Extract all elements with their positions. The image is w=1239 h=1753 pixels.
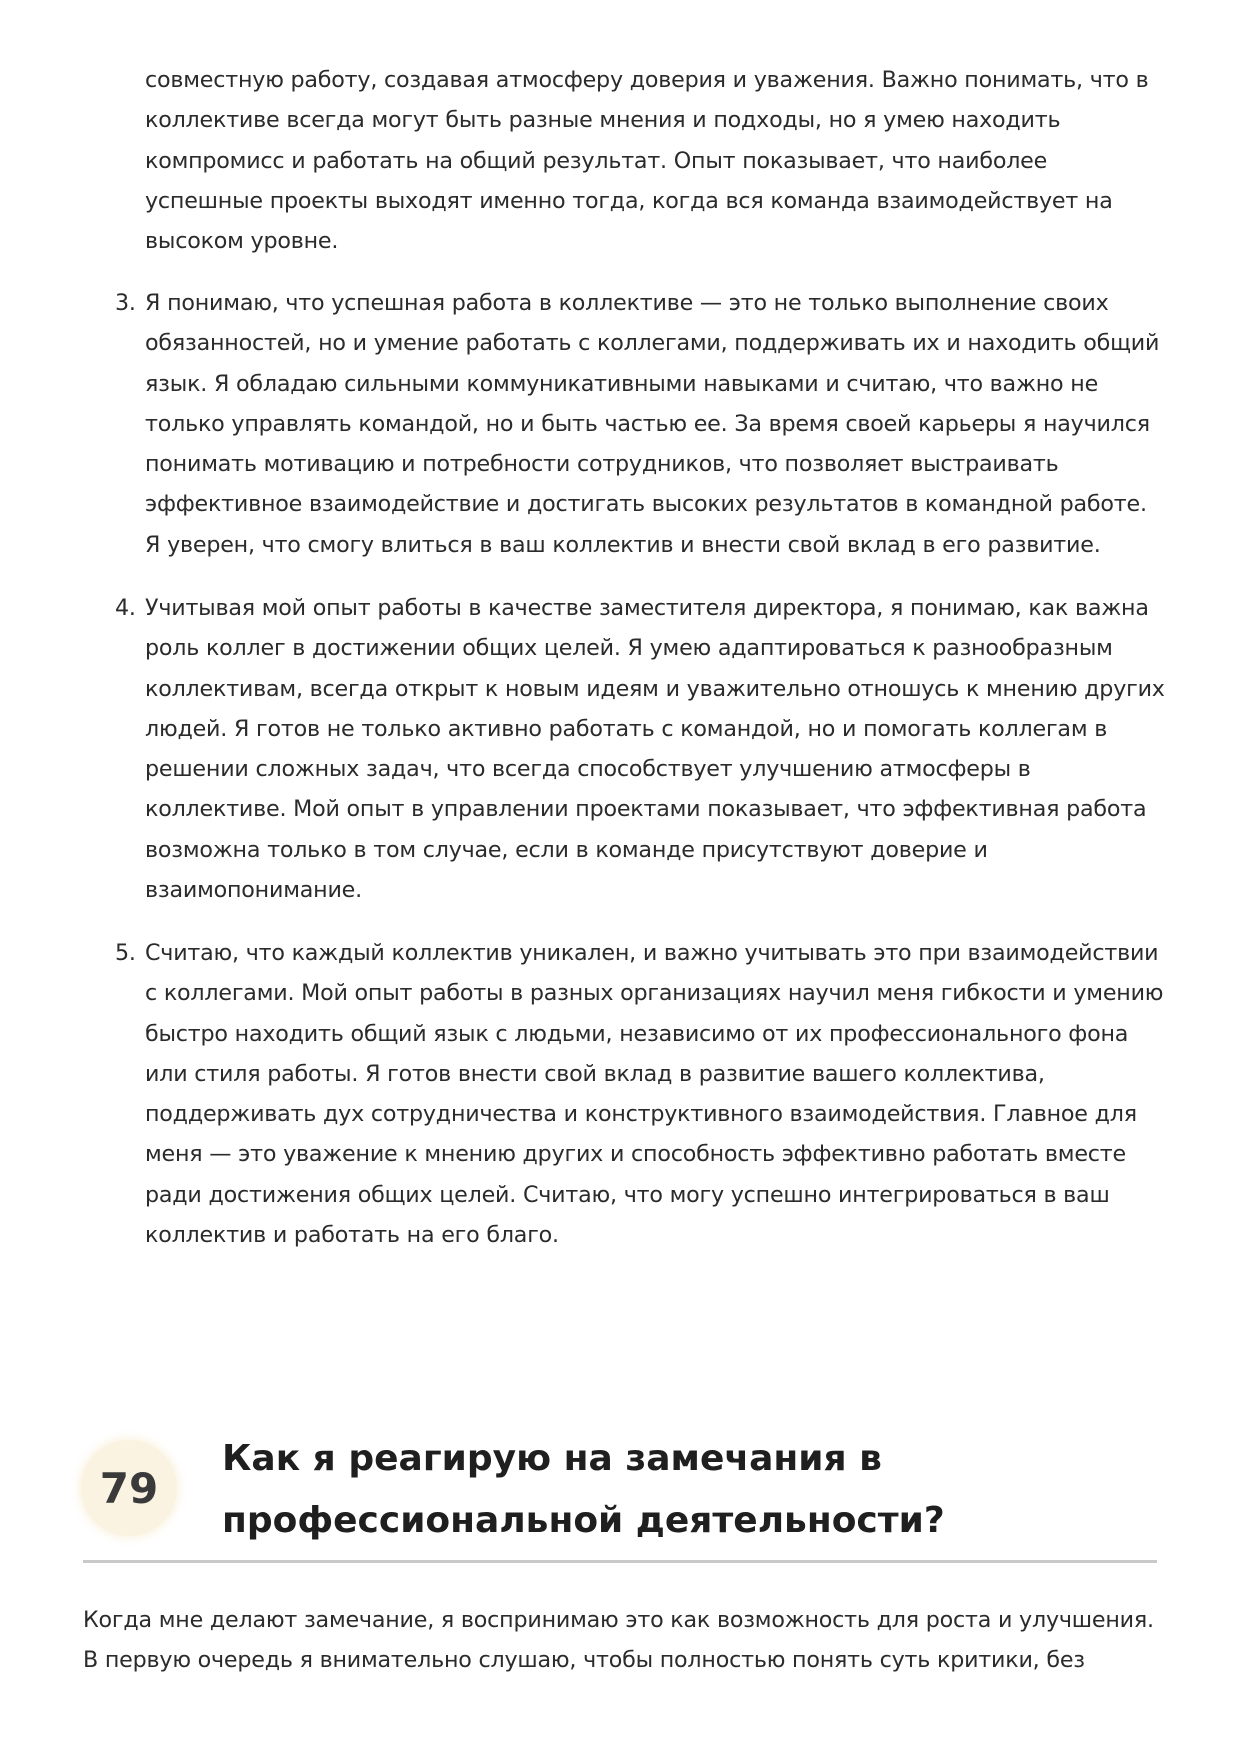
section-intro-paragraph: Когда мне делают замечание, я воспринимаю это как возможность для роста и улучшения. В первую очередь я внимательно слушаю, чтобы полностью понять суть критики, без	[83, 1607, 1154, 1673]
list-item-number: 4.	[115, 595, 136, 621]
list-item-text: Учитывая мой опыт работы в качестве заместителя директора, я понимаю, как важна роль коллег в достижении общих целей. Я умею адаптироваться к разнообразным коллективам, всегда открыт к новым идеям и уважительно отношусь к мнению других людей. Я готов не только активно работать с командой, но и помогать коллегам в решении сложных задач, что всегда способствует улучшению атмосферы в коллективе. Мой опыт в управлении проектами показывает, что эффективная работа возможна только в том случае, если в команде присутствуют доверие и взаимопонимание.	[145, 595, 1165, 904]
list-item-continuation	[145, 60, 1165, 261]
list-item-text: Я понимаю, что успешная работа в коллективе — это не только выполнение своих обязанностей, но и умение работать с коллегами, поддерживать их и находить общий язык. Я обладаю сильными коммуникативными навыками и считаю, что важно не только управлять командой, но и быть частью ее. За время своей карьеры я научился понимать мотивацию и потребности сотрудников, что позволяет выстраивать эффективное взаимодействие и достигать высоких результатов в командной работе. Я уверен, что смогу влиться в ваш коллектив и внести свой вклад в его развитие.	[145, 290, 1160, 558]
list-item	[115, 588, 1165, 910]
section-title: Как я реагирую на замечания в профессиональной деятельности?	[222, 1438, 945, 1541]
list-item	[115, 283, 1165, 565]
section-divider	[83, 1560, 1157, 1563]
section-number-badge: 79	[81, 1440, 177, 1536]
list-item-text: совместную работу, создавая атмосферу доверия и уважения. Важно понимать, что в коллективе всегда могут быть разные мнения и подходы, но я умею находить компромисс и работать на общий результат. Опыт показывает, что наиболее успешные проекты выходят именно тогда, когда вся команда взаимодействует на высоком уровне.	[145, 67, 1149, 255]
list-item	[115, 933, 1165, 1255]
list-item-text: Считаю, что каждый коллектив уникален, и важно учитывать это при взаимодействии с коллегами. Мой опыт работы в разных организациях научил меня гибкости и умению быстро находить общий язык с людьми, независимо от их профессионального фона или стиля работы. Я готов внести свой вклад в развитие вашего коллектива, поддерживать дух сотрудничества и конструктивного взаимодействия. Главное для меня — это уважение к мнению других и способность эффективно работать вместе ради достижения общих целей. Считаю, что могу успешно интегрироваться в ваш коллектив и работать на его благо.	[145, 940, 1164, 1249]
list-item-number: 3.	[115, 290, 136, 316]
list-item-number: 5.	[115, 940, 136, 966]
